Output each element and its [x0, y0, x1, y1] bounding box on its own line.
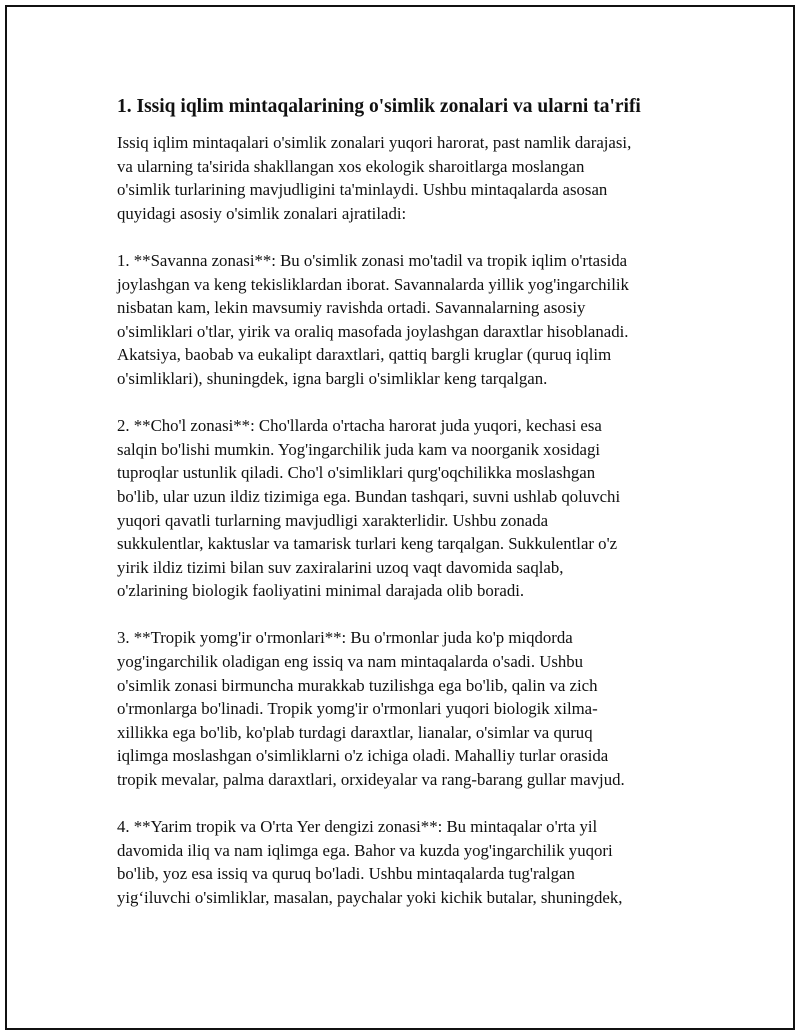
desert-paragraph: 2. **Cho'l zonasi**: Cho'llarda o'rtacha harorat juda yuqori, kechasi esa salqin bo'lishi mumkin. Yog'ingarchilik juda kam va noorganik xosidagi tuproqlar ustunlik qiladi. Cho'l o'simliklari qurg'oqchilikka moslashgan bo'lib, ular uzun ildiz tizimiga ega. Bundan tashqari, suvni ushlab qoluvchi yuqori qavatli turlarning mavjudligi xarakterlidir. Ushbu zonada sukkulentlar, kaktuslar va tamarisk turlari keng tarqalgan. Sukkulentlar o'z yirik ildiz tizimi bilan suv zaxiralarini uzoq vaqt davomida saqlab, o'zlarining biologik faoliyatini minimal darajada olib boradi.	[117, 416, 621, 601]
rainforest-paragraph: 3. **Tropik yomg'ir o'rmonlari**: Bu o'rmonlar juda ko'p miqdorda yog'ingarchilik oladigan eng issiq va nam mintaqalarda o'sadi. Ushbu o'simlik zonasi birmuncha murakkab tuzilishga ega bo'lib, qalin va zich o'rmonlarga bo'linadi. Tropik yomg'ir o'rmonlari yuqori biologik xilma- xillikka ega bo'lib, ko'plab turdagi daraxtlar, lianalar, o'simlar va quruq iqlimga moslashgan o'simliklarni o'z ichiga oladi. Mahalliy turlar orasida tropik mevalar, palma daraxtlari, orxideyalar va rang-barang gullar mavjud.	[117, 628, 625, 790]
savanna-paragraph: 1. **Savanna zonasi**: Bu o'simlik zonasi mo'tadil va tropik iqlim o'rtasida joylashgan va keng tekisliklardan iborat. Savannalarda yillik yog'ingarchilik nisbatan kam, lekin mavsumiy ravishda ortadi. Savannalarning asosiy o'simliklari o'tlar, yirik va oraliq masofada joylashgan daraxtlar hisoblanadi. Akatsiya, baobab va eukalipt daraxtlari, qattiq bargli kruglar (quruq iqlim o'simliklari), shuningdek, igna bargli o'simliklar keng tarqalgan.	[117, 250, 629, 388]
document-body	[117, 92, 687, 933]
document-title: 1. Issiq iqlim mintaqalarining o'simlik zonalari va ularni ta'rifi	[117, 96, 641, 117]
intro-paragraph: Issiq iqlim mintaqalari o'simlik zonalari yuqori harorat, past namlik darajasi, va ularning ta'sirida shakllangan xos ekologik sharoitlarga moslangan o'simlik turlarining mavjudligini ta'minlaydi. Ushbu mintaqalarda asosan quyidagi asosiy o'simlik zonalari ajratiladi:	[117, 133, 632, 223]
subtropical-paragraph: 4. **Yarim tropik va O'rta Yer dengizi zonasi**: Bu mintaqalar o'rta yil davomida iliq va nam iqlimga ega. Bahor va kuzda yog'ingarchilik yuqori bo'lib, yoz esa issiq va quruq bo'ladi. Ushbu mintaqalarda tug'ralgan yig‘iluvchi o'simliklar, masalan, paychalar yoki kichik butalar, shuningdek,	[117, 817, 623, 907]
